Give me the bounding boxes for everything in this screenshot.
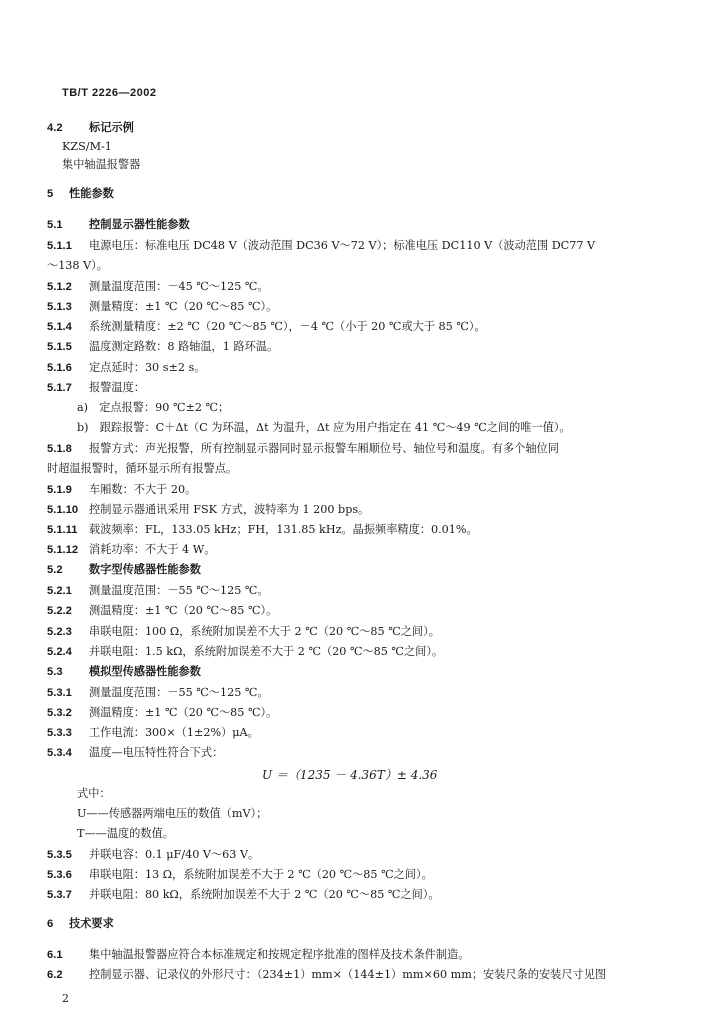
clause-text: T——温度的数值。	[77, 827, 174, 840]
clause-number: 5.3.5	[47, 849, 72, 861]
clause-number: 5.2.2	[47, 605, 72, 617]
clause-text: 温度测定路数：8 路轴温，1 路环温。	[89, 340, 279, 353]
clause-number: 5.3	[47, 666, 63, 678]
clause-number: 6.1	[47, 949, 63, 961]
text-line	[47, 584, 269, 598]
clause-number: 5.1.11	[47, 524, 78, 536]
clause-number: 5.2.1	[47, 585, 72, 597]
text-line	[77, 421, 571, 435]
clause-text: 数字型传感器性能参数	[89, 563, 201, 576]
clause-number: 5.1.2	[47, 281, 72, 293]
clause-number: 5.3.6	[47, 869, 72, 881]
clause-number: 5.2.3	[47, 626, 72, 638]
text-line	[47, 968, 606, 982]
clause-number: 6.2	[47, 969, 63, 981]
clause-text: 报警温度：	[89, 381, 145, 394]
clause-text: U——传感器两端电压的数值（mV）；	[77, 807, 268, 820]
clause-text: 测温精度：±1 ℃（20 ℃～85 ℃）。	[89, 604, 278, 617]
text-line	[47, 888, 440, 902]
clause-text: 并联电阻：1.5 kΩ，系统附加误差不大于 2 ℃（20 ℃～85 ℃之间）。	[89, 645, 444, 658]
clause-text: 消耗功率：不大于 4 W。	[89, 543, 216, 556]
clause-text: 车厢数：不大于 20。	[89, 483, 197, 496]
clause-number: 5.3.2	[47, 707, 72, 719]
text-line	[77, 807, 267, 821]
text-line	[47, 121, 134, 135]
clause-text: 串联电阻：100 Ω，系统附加误差不大于 2 ℃（20 ℃～85 ℃之间）。	[89, 625, 440, 638]
text-line	[47, 625, 440, 639]
clause-text: 模拟型传感器性能参数	[89, 665, 201, 678]
clause-text: 标记示例	[89, 121, 134, 134]
clause-number: 5.1.12	[47, 544, 79, 556]
clause-text: 报警方式：声光报警，所有控制显示器同时显示报警车厢顺位号、轴位号和温度。有多个轴位同	[89, 442, 559, 455]
text-line	[47, 706, 277, 720]
clause-text: 式中：	[77, 787, 111, 800]
clause-number: 5.3.3	[47, 727, 72, 739]
clause-number: 5.1.3	[47, 301, 72, 313]
text-line	[47, 563, 201, 577]
text-line	[47, 259, 108, 273]
text-line	[47, 645, 443, 659]
clause-number: 5.3.7	[47, 889, 72, 901]
text-line	[47, 848, 259, 862]
clause-number: 5.1.1	[47, 240, 72, 252]
clause-text: 串联电阻：13 Ω，系统附加误差不大于 2 ℃（20 ℃～85 ℃之间）。	[89, 868, 433, 881]
text-line	[47, 239, 595, 253]
clause-number: 6	[47, 918, 54, 930]
clause-text: 时超温报警时，循环显示所有报警点。	[47, 462, 238, 475]
clause-text: 技术要求	[69, 917, 114, 930]
text-line	[47, 523, 478, 537]
clause-text: 测量温度范围：－55 ℃～125 ℃。	[89, 686, 269, 699]
text-line	[47, 543, 215, 557]
formula: U ＝（1235 － 4.36T）± 4.36	[262, 768, 438, 782]
text-line	[47, 381, 145, 395]
clause-number: 5.2	[47, 564, 63, 576]
clause-text: 载波频率：FL，133.05 kHz；FH，131.85 kHz。晶振频率精度：0.01%。	[89, 523, 478, 536]
clause-number: 5	[47, 188, 54, 200]
text-line	[47, 361, 205, 375]
clause-number: 5.3.1	[47, 687, 72, 699]
clause-text: 测量温度范围：－45 ℃～125 ℃。	[89, 280, 269, 293]
text-line	[47, 868, 433, 882]
text-line	[47, 320, 486, 334]
text-line	[47, 483, 196, 497]
clause-number: 5.2.4	[47, 646, 72, 658]
text-line	[77, 401, 229, 415]
text-line	[62, 158, 140, 172]
standard-header: TB/T 2226—2002	[62, 87, 157, 99]
clause-text: 电源电压：标准电压 DC48 V（波动范围 DC36 V～72 V）；标准电压 DC110 V（波动范围 DC77 V	[89, 239, 596, 252]
clause-number: 5.1.5	[47, 341, 72, 353]
clause-text: b) 跟踪报警：C＋Δt（C 为环温，Δt 为温升，Δt 应为用户指定在 41 ℃～49 ℃之间的唯一值）。	[77, 421, 571, 434]
clause-text: 性能参数	[69, 187, 114, 200]
text-line	[47, 726, 259, 740]
clause-number: 4.2	[47, 122, 63, 134]
text-line	[47, 340, 278, 354]
clause-number: 5.1.4	[47, 321, 72, 333]
clause-text: 控制显示器、记录仪的外形尺寸：（234±1）mm×（144±1）mm×60 mm；安装尺条的安装尺寸见图	[89, 968, 607, 981]
text-line	[77, 787, 111, 801]
clause-text: 并联电阻：80 kΩ，系统附加误差不大于 2 ℃（20 ℃～85 ℃之间）。	[89, 888, 440, 901]
text-line	[47, 665, 201, 679]
clause-text: a) 定点报警：90 ℃±2 ℃；	[77, 401, 230, 414]
clause-text: 系统测量精度：±2 ℃（20 ℃～85 ℃），－4 ℃（小于 20 ℃或大于 85 ℃）。	[89, 320, 486, 333]
clause-number: 5.1.8	[47, 443, 72, 455]
text-line	[47, 917, 114, 931]
text-line	[47, 604, 277, 618]
clause-text: 并联电容：0.1 μF/40 V～63 V。	[89, 848, 260, 861]
text-line	[47, 503, 369, 517]
clause-text: ～138 V）。	[47, 259, 108, 272]
clause-number: 5.1.7	[47, 382, 72, 394]
text-line	[47, 462, 237, 476]
text-line	[47, 300, 277, 314]
clause-text: 定点延时：30 s±2 s。	[89, 361, 206, 374]
text-line	[47, 442, 559, 456]
text-line	[47, 187, 114, 201]
clause-number: 5.1.10	[47, 504, 79, 516]
clause-text: 工作电流：300×（1±2%）μA。	[89, 726, 259, 739]
clause-text: 温度—电压特性符合下式：	[89, 746, 224, 759]
text-line	[47, 686, 269, 700]
clause-number: 5.3.4	[47, 747, 72, 759]
clause-text: 集中轴温报警器应符合本标准规定和按规定程序批准的图样及技术条件制造。	[89, 948, 470, 961]
clause-text: 控制显示器通讯采用 FSK 方式，波特率为 1 200 bps。	[89, 503, 370, 516]
text-line	[47, 218, 190, 232]
page-number: 2	[62, 992, 69, 1005]
clause-number: 5.1.6	[47, 362, 72, 374]
text-line	[47, 280, 269, 294]
clause-number: 5.1.9	[47, 484, 72, 496]
text-line	[77, 827, 174, 841]
clause-text: 控制显示器性能参数	[89, 218, 190, 231]
clause-number: 5.1	[47, 219, 63, 231]
text-line	[47, 948, 469, 962]
clause-text: 测量温度范围：－55 ℃～125 ℃。	[89, 584, 269, 597]
text-line	[62, 140, 112, 154]
clause-text: KZS/M-1	[62, 140, 112, 153]
clause-text: 测温精度：±1 ℃（20 ℃～85 ℃）。	[89, 706, 278, 719]
clause-text: 集中轴温报警器	[62, 158, 141, 171]
clause-text: 测量精度：±1 ℃（20 ℃～85 ℃）。	[89, 300, 278, 313]
text-line	[47, 746, 223, 760]
